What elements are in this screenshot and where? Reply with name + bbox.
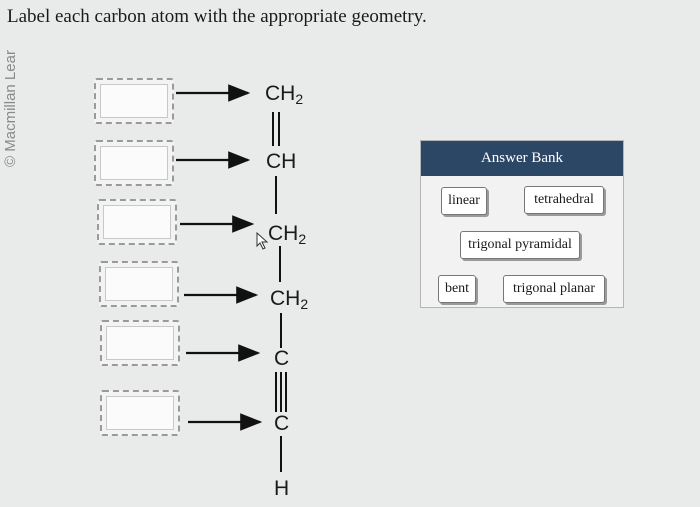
answer-chip-tetrahedral[interactable]: tetrahedral [524,186,604,214]
atom-ch2-lower: $CH_2$ [270,287,309,312]
answer-chip-bent[interactable]: bent [438,275,476,303]
atom-ch2-middle: $CH_2$ [268,222,307,247]
answer-chip-linear[interactable]: linear [441,187,487,215]
atom-ch2-top: $CH_2$ [265,82,304,107]
answer-chip-trigonal-planar[interactable]: trigonal planar [503,275,605,303]
answer-chip-trigonal-pyramidal[interactable]: trigonal pyramidal [460,231,580,259]
atom-ch: CH [266,150,297,173]
question-text: Label each carbon atom with the appropriate geometry. [7,6,427,27]
atom-c-alkyne-1: C [274,347,290,370]
atom-h: H [274,477,290,500]
atom-c-alkyne-2: C [274,412,290,435]
pointer-arrows [176,93,260,422]
answer-bank [420,140,624,308]
copyright-watermark: © Macmillan Lear [1,50,19,167]
answer-bank-title: Answer Bank [421,141,623,176]
mouse-cursor-icon [256,232,272,250]
